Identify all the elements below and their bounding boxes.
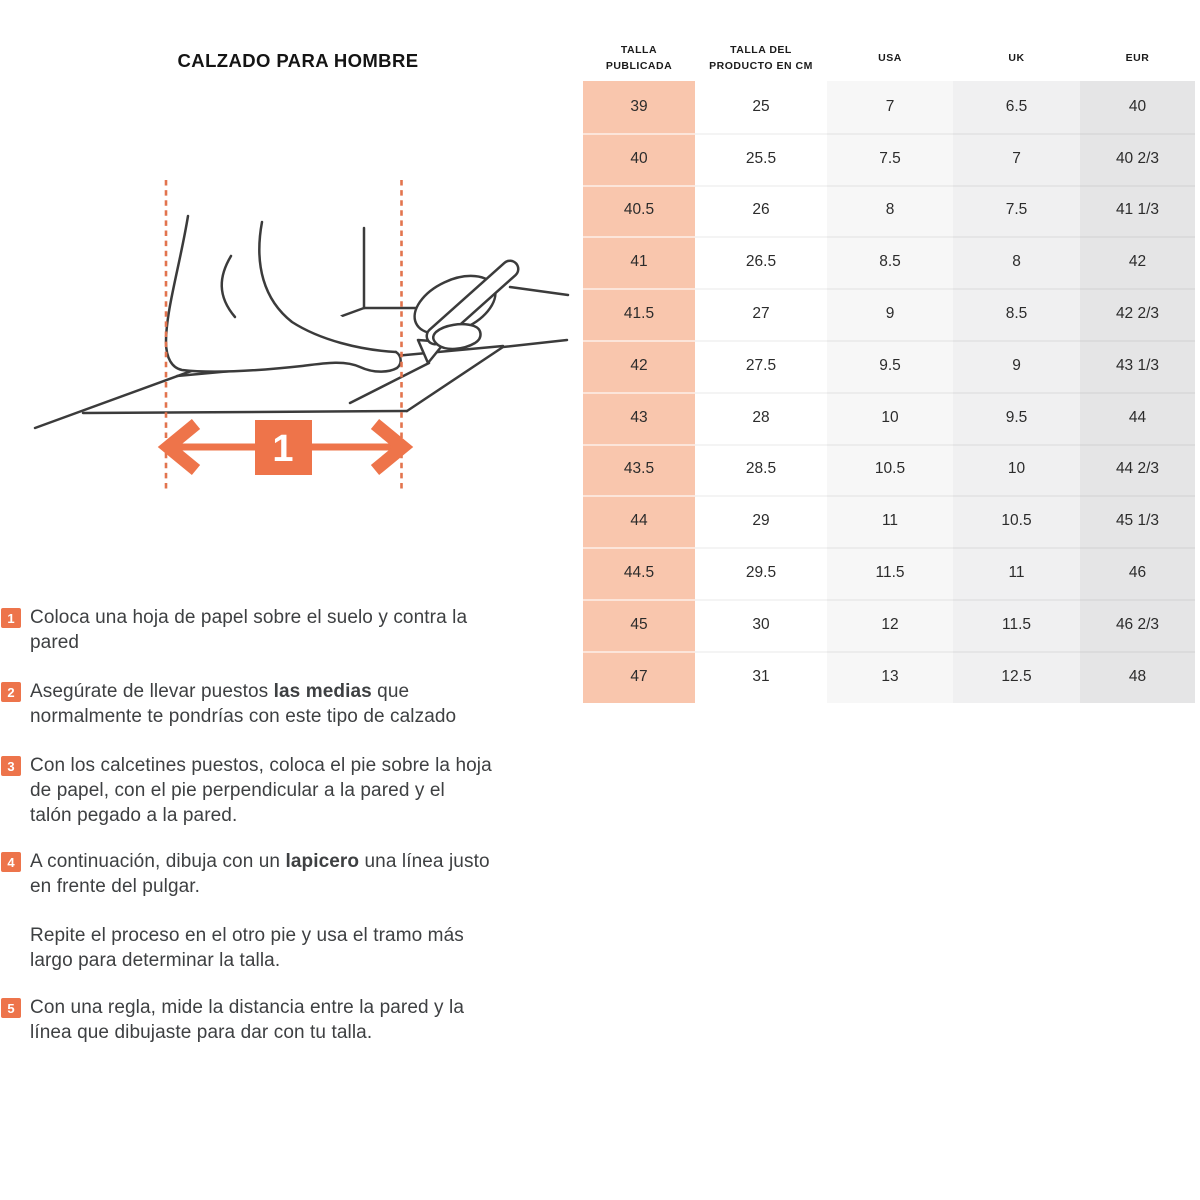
- table-cell: 28: [695, 392, 827, 444]
- table-cell: 11.5: [827, 547, 953, 599]
- table-row: [583, 133, 1195, 185]
- column-header-talla-publicada: TALLA PUBLICADA: [605, 43, 673, 72]
- table-header-row: [583, 36, 1195, 81]
- measure-arrow: [168, 420, 403, 475]
- instruction-line: Con los calcetines puestos, coloca el pie sobre la hoja: [30, 755, 492, 776]
- table-cell: 45: [583, 599, 695, 651]
- instruction-text: [30, 679, 590, 729]
- instruction-step-4: [0, 849, 590, 899]
- table-cell: 44 2/3: [1080, 444, 1195, 496]
- table-cell: 46: [1080, 547, 1195, 599]
- table-cell: 42: [583, 340, 695, 392]
- step-number-badge: 3: [1, 756, 21, 776]
- table-cell: 27: [695, 288, 827, 340]
- size-chart-table: [583, 36, 1195, 703]
- table-cell: 8: [827, 185, 953, 237]
- table-cell: 26: [695, 185, 827, 237]
- foot-outline: [166, 216, 401, 372]
- table-cell: 11: [827, 495, 953, 547]
- instruction-line: Con una regla, mide la distancia entre la pared y la: [30, 997, 465, 1018]
- table-row: [583, 444, 1195, 496]
- instruction-text: [30, 849, 590, 899]
- table-cell: 28.5: [695, 444, 827, 496]
- measure-step-number: 1: [272, 428, 294, 470]
- table-cell: 12: [827, 599, 953, 651]
- table-cell: 43 1/3: [1080, 340, 1195, 392]
- table-cell: 8: [953, 236, 1080, 288]
- table-row: [583, 392, 1195, 444]
- table-cell: 47: [583, 651, 695, 703]
- table-row: [583, 81, 1195, 133]
- instruction-line: Asegúrate de llevar puestos las medias que: [30, 681, 410, 702]
- table-cell: 9.5: [953, 392, 1080, 444]
- table-cell: 8.5: [953, 288, 1080, 340]
- table-cell: 43: [583, 392, 695, 444]
- table-cell: 6.5: [953, 81, 1080, 133]
- instruction-step-3: [0, 753, 590, 828]
- table-row: [583, 495, 1195, 547]
- instruction-line: normalmente te pondrías con este tipo de calzado: [30, 706, 457, 727]
- table-cell: 40: [583, 133, 695, 185]
- instruction-line: talón pegado a la pared.: [30, 805, 238, 826]
- table-cell: 12.5: [953, 651, 1080, 703]
- table-cell: 10: [953, 444, 1080, 496]
- table-cell: 9: [827, 288, 953, 340]
- instruction-note: [0, 923, 590, 973]
- table-cell: 41 1/3: [1080, 185, 1195, 237]
- step-number-badge: 5: [1, 998, 21, 1018]
- column-header-uk: UK: [1008, 51, 1025, 64]
- instruction-line: Repite el proceso en el otro pie y usa el tramo más: [30, 925, 464, 946]
- table-cell: 8.5: [827, 236, 953, 288]
- table-cell: 44: [1080, 392, 1195, 444]
- table-cell: 44: [583, 495, 695, 547]
- table-cell: 11: [953, 547, 1080, 599]
- instruction-text: [30, 753, 590, 828]
- table-cell: 7: [953, 133, 1080, 185]
- page-title: CALZADO PARA HOMBRE: [177, 50, 419, 71]
- step-number-badge: 1: [1, 608, 21, 628]
- table-cell: 7.5: [827, 133, 953, 185]
- instruction-line: largo para determinar la talla.: [30, 950, 281, 971]
- table-cell: 27.5: [695, 340, 827, 392]
- table-cell: 44.5: [583, 547, 695, 599]
- step-number-badge: 2: [1, 682, 21, 702]
- table-row: [583, 340, 1195, 392]
- table-cell: 9: [953, 340, 1080, 392]
- instruction-line: en frente del pulgar.: [30, 876, 201, 897]
- table-cell: 31: [695, 651, 827, 703]
- table-cell: 41.5: [583, 288, 695, 340]
- table-cell: 42 2/3: [1080, 288, 1195, 340]
- table-cell: 25: [695, 81, 827, 133]
- table-cell: 45 1/3: [1080, 495, 1195, 547]
- table-cell: 29: [695, 495, 827, 547]
- table-cell: 25.5: [695, 133, 827, 185]
- table-body: [583, 81, 1195, 703]
- instruction-text: [30, 605, 590, 655]
- table-cell: 9.5: [827, 340, 953, 392]
- instruction-line: línea que dibujaste para dar con tu talla.: [30, 1022, 373, 1043]
- table-cell: 40 2/3: [1080, 133, 1195, 185]
- instruction-line: pared: [30, 632, 80, 653]
- table-cell: 26.5: [695, 236, 827, 288]
- instruction-text: [30, 995, 590, 1045]
- table-cell: 39: [583, 81, 695, 133]
- table-cell: 7.5: [953, 185, 1080, 237]
- column-header-talla-producto-cm: TALLA DEL PRODUCTO EN CM: [709, 43, 813, 72]
- table-row: [583, 185, 1195, 237]
- table-cell: 48: [1080, 651, 1195, 703]
- step-number-badge: 4: [1, 852, 21, 872]
- table-cell: 7: [827, 81, 953, 133]
- table-cell: 43.5: [583, 444, 695, 496]
- table-cell: 46 2/3: [1080, 599, 1195, 651]
- table-cell: 11.5: [953, 599, 1080, 651]
- instruction-step-2: [0, 679, 590, 729]
- table-row: [583, 651, 1195, 703]
- table-cell: 40.5: [583, 185, 695, 237]
- column-header-eur: EUR: [1125, 51, 1150, 64]
- table-cell: 29.5: [695, 547, 827, 599]
- foot-measuring-illustration: [30, 170, 570, 500]
- table-cell: 40: [1080, 81, 1195, 133]
- table-cell: 30: [695, 599, 827, 651]
- table-cell: 10: [827, 392, 953, 444]
- table-cell: 41: [583, 236, 695, 288]
- instruction-step-1: [0, 605, 590, 655]
- instruction-line: A continuación, dibuja con un lapicero una línea justo: [30, 851, 490, 872]
- table-row: [583, 236, 1195, 288]
- instruction-text: [30, 923, 590, 973]
- table-cell: 10.5: [953, 495, 1080, 547]
- table-cell: 10.5: [827, 444, 953, 496]
- table-row: [583, 599, 1195, 651]
- table-cell: 13: [827, 651, 953, 703]
- table-cell: 42: [1080, 236, 1195, 288]
- table-row: [583, 547, 1195, 599]
- instruction-line: Coloca una hoja de papel sobre el suelo y contra la: [30, 607, 468, 628]
- instruction-line: de papel, con el pie perpendicular a la pared y el: [30, 780, 445, 801]
- table-row: [583, 288, 1195, 340]
- column-header-usa: USA: [878, 51, 902, 64]
- instruction-step-5: [0, 995, 590, 1045]
